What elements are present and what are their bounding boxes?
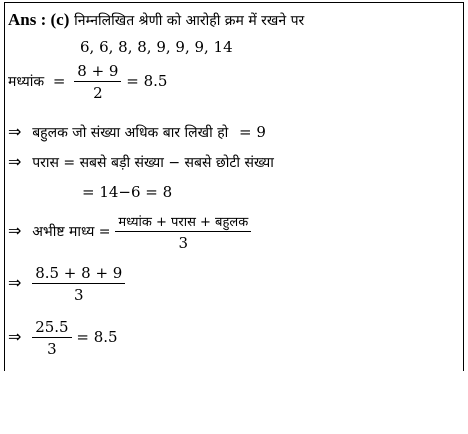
median-numerator: 8 + 9 xyxy=(74,62,121,82)
intro-text: निम्नलिखित श्रेणी को आरोही क्रम में रखने पर xyxy=(74,13,305,29)
step-one xyxy=(8,264,125,304)
range-line xyxy=(8,152,274,172)
desired-mean-formula xyxy=(8,212,251,252)
step-two-result: = 8.5 xyxy=(76,328,118,346)
step-one-denominator: 3 xyxy=(73,286,84,304)
range-calculation: = 14−6 = 8 xyxy=(82,183,173,201)
range-text: परास = सबसे बड़ी संख्या − सबसे छोटी संख्या xyxy=(32,155,274,171)
median-denominator: 2 xyxy=(93,84,103,102)
mode-text: बहुलक जो संख्या अधिक बार लिखी हो xyxy=(32,125,229,141)
implies-arrow-icon: ⇒ xyxy=(8,221,22,240)
answer-heading xyxy=(8,10,304,30)
implies-arrow-icon: ⇒ xyxy=(8,152,22,171)
desired-mean-label: अभीष्ट माध्य = xyxy=(32,224,111,240)
mode-line xyxy=(8,122,266,142)
step-two-numerator: 25.5 xyxy=(32,318,71,338)
step-two xyxy=(8,318,118,358)
step-one-fraction xyxy=(32,264,125,304)
desired-mean-denominator: 3 xyxy=(178,234,189,252)
desired-mean-numerator: मध्यांक + परास + बहुलक xyxy=(115,212,251,232)
median-label: मध्यांक xyxy=(8,74,45,90)
answer-box xyxy=(4,2,464,371)
median-equals: = xyxy=(52,72,66,90)
answer-prefix: Ans : (c) xyxy=(8,10,70,29)
implies-arrow-icon: ⇒ xyxy=(8,122,22,141)
implies-arrow-icon: ⇒ xyxy=(8,327,22,346)
implies-arrow-icon: ⇒ xyxy=(8,273,22,292)
number-series: 6, 6, 8, 8, 9, 9, 9, 14 xyxy=(80,38,233,56)
step-two-denominator: 3 xyxy=(47,340,57,358)
median-formula xyxy=(8,62,167,102)
median-result: = 8.5 xyxy=(126,72,168,90)
step-one-numerator: 8.5 + 8 + 9 xyxy=(32,264,125,284)
mode-value: = 9 xyxy=(239,123,266,141)
median-fraction xyxy=(74,62,121,102)
desired-mean-fraction xyxy=(115,212,251,252)
step-two-fraction xyxy=(32,318,71,358)
